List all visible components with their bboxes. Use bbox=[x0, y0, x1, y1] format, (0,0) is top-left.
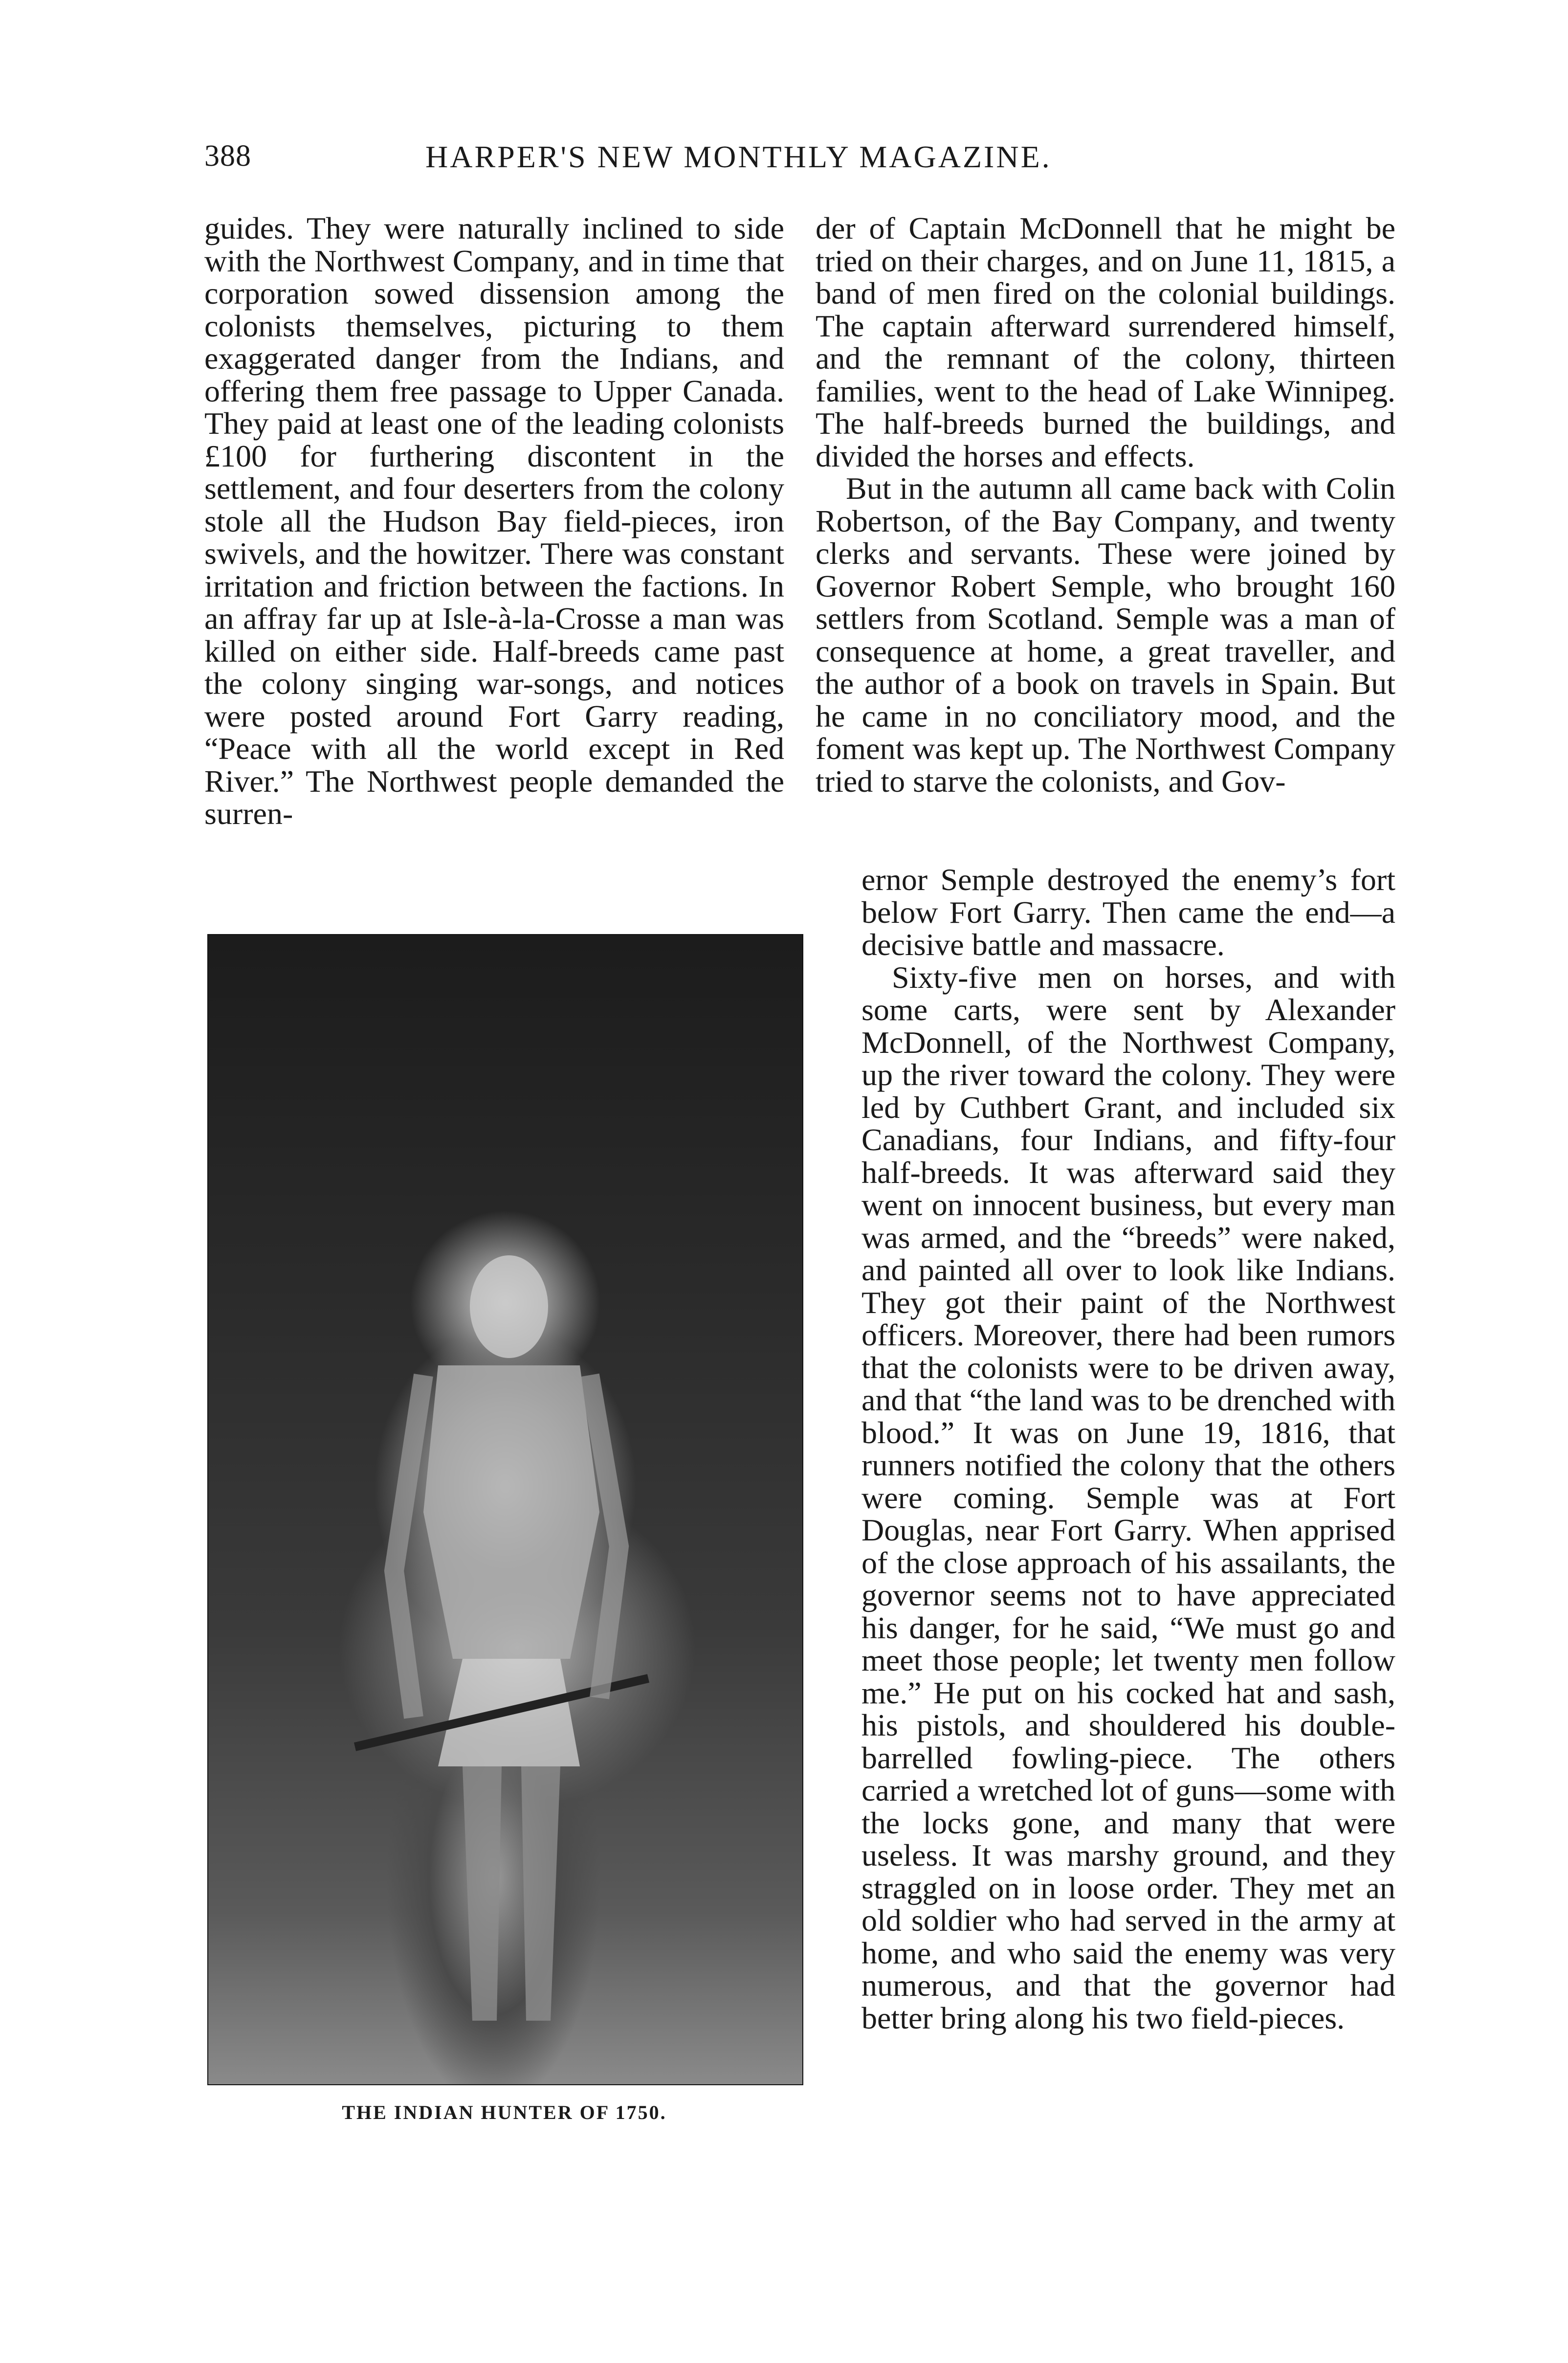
right-column-bottom bbox=[861, 864, 1395, 2034]
right-paragraph-1: der of Captain McDonnell that he might be tried on their charges, and on June 11, 1815, a band of men fired on the colonial buildings. The captain afterward surrendered himself, and the remnant of the colony, thirteen families, went to the head of Lake Winnipeg. The half-breeds burned the buildings, and divided the horses and effects. bbox=[816, 211, 1395, 473]
running-head: HARPER'S NEW MONTHLY MAGAZINE. bbox=[425, 139, 1052, 174]
right-column-top bbox=[816, 212, 1395, 798]
left-column bbox=[204, 212, 784, 830]
right-paragraph-2-continued: ernor Semple destroyed the enemy’s fort below Fort Garry. Then came the end—a decisive battle and massacre. bbox=[861, 862, 1395, 962]
left-paragraph: guides. They were naturally inclined to side with the Northwest Company, and in time that corporation sowed dissension among the colonists themselves, picturing to them exaggerated danger from the Indians, and offering them free passage to Upper Canada. They paid at least one of the leading colonists £100 for furthering discontent in the settlement, and four deserters from the colony stole all the Hudson Bay field-pieces, iron swivels, and the howitzer. There was constant irritation and friction between the factions. In an affray far up at Isle-à-la-Crosse a man was killed on either side. Half-breeds came past the colony singing war-songs, and notices were posted around Fort Garry reading, “Peace with all the world except in Red River.” The Northwest people demanded the surren- bbox=[204, 211, 784, 831]
right-paragraph-3: Sixty-five men on horses, and with some carts, were sent by Alexander McDonnell, of the Northwest Company, up the river toward the colony. They were led by Cuthbert Grant, and included six Canadians, four Indians, and fifty-four half-breeds. It was afterward said they went on innocent business, but every man was armed, and the “breeds” were naked, and painted all over to look like Indians. They got their paint of the Northwest officers. Moreover, there had been rumors that the colonists were to be driven away, and that “the land was to be drenched with blood.” It was on June 19, 1816, that runners notified the colony that the others were coming. Semple was at Fort Douglas, near Fort Garry. When apprised of the close approach of his assailants, the governor seems not to have appreciated his danger, for he said, “We must go and meet those people; let twenty men follow me.” He put on his cocked hat and sash, his pistols, and shouldered his double-barrelled fowling-piece. The others carried a wretched lot of guns—some with the locks gone, and many that were useless. It was marshy ground, and they straggled on in loose order. They met an old soldier who had served in the army at home, and who said the enemy was very numerous, and that the governor had better bring along his two field-pieces. bbox=[861, 959, 1395, 2035]
page-number: 388 bbox=[204, 139, 251, 173]
figure-caption: THE INDIAN HUNTER OF 1750. bbox=[342, 2101, 667, 2123]
hunter-illustration bbox=[207, 934, 803, 2085]
hunter-figure-graphic bbox=[208, 935, 802, 2084]
right-paragraph-2: But in the autumn all came back with Colin Robertson, of the Bay Company, and twenty clerks and servants. These were joined by Governor Robert Semple, who brought 160 settlers from Scotland. Semple was a man of consequence at home, a great traveller, and the author of a book on travels in Spain. But he came in no conciliatory mood, and the foment was kept up. The Northwest Company tried to starve the colonists, and Gov- bbox=[816, 471, 1395, 799]
